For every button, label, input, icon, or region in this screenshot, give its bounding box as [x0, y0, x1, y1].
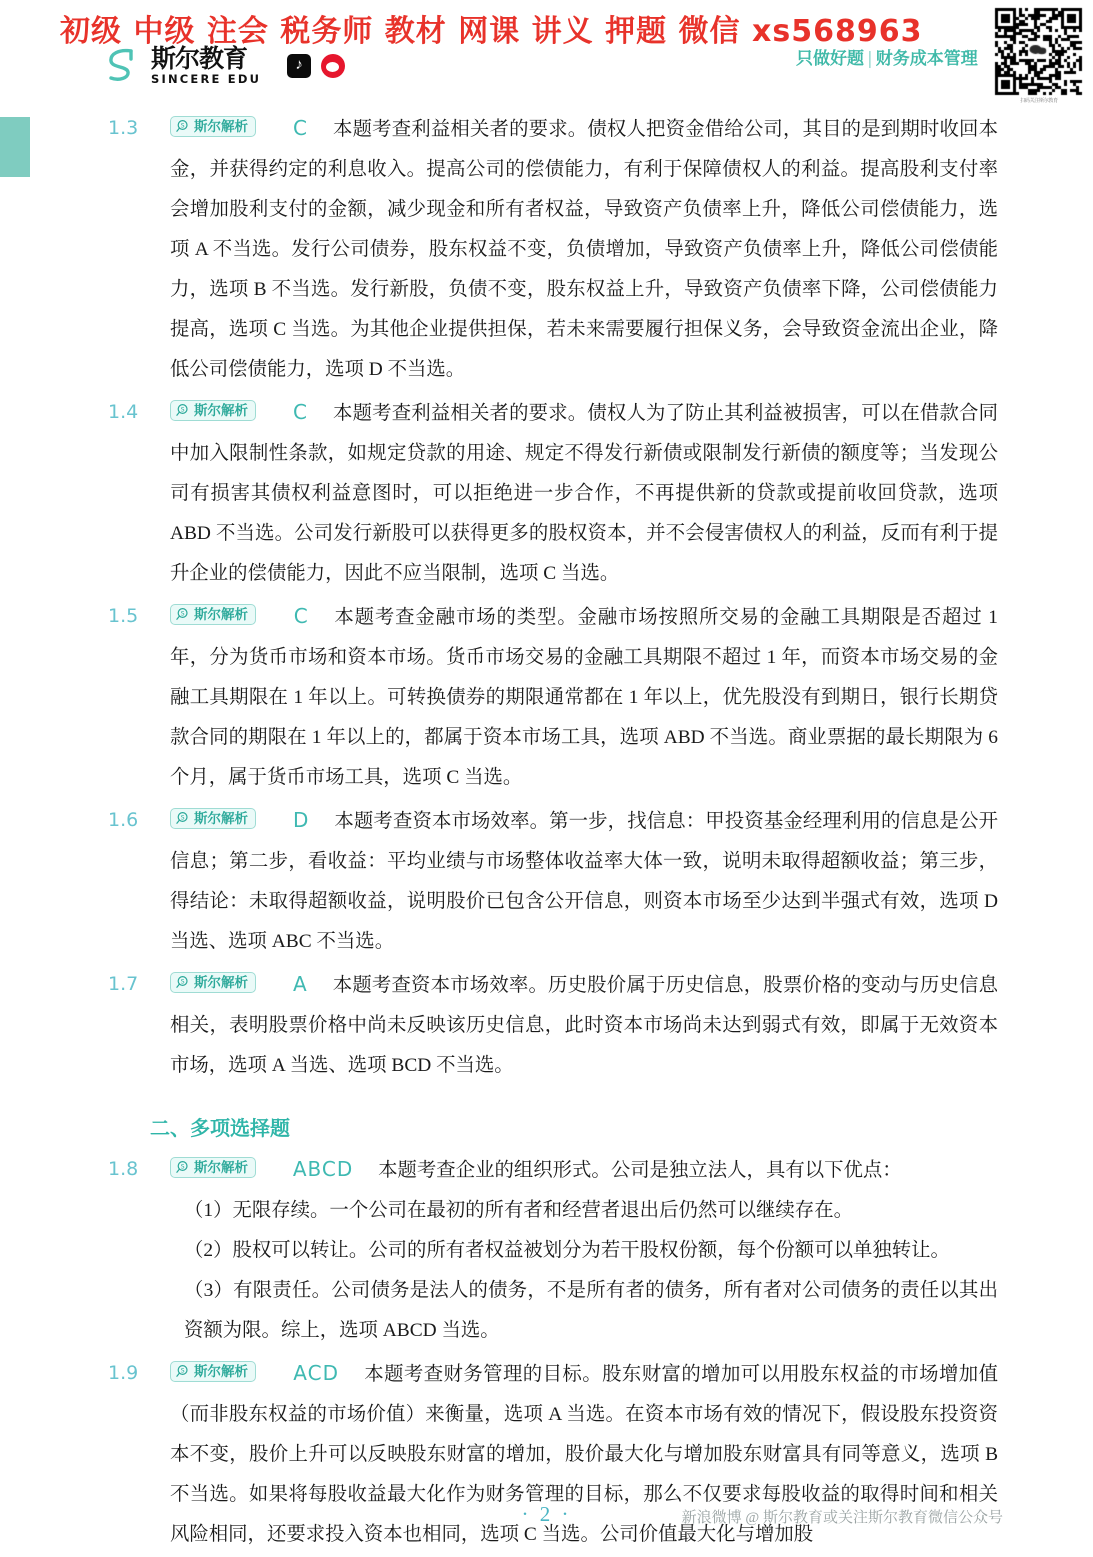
- question-number: 1.8: [108, 1158, 139, 1180]
- explanation-text: 本题考查资本市场效率。第一步，找信息：甲投资基金经理利用的信息是公开信息；第二步，看收益：平均业绩与市场整体收益率大体一致，说明未取得超额收益；第三步，得结论：未取得超额收益，说明股价已包含公开信息，则资本市场至少达到半强式有效，选项 D 当选、选项 ABC 不当选。: [170, 811, 998, 952]
- subtitle-separator: |: [867, 49, 873, 69]
- answer-letters: C: [293, 604, 309, 628]
- question-body: [170, 1149, 1093, 1351]
- advertisement-banner: 初级 中级 注会 税务师 教材 网课 讲义 押题 微信 xs568963: [60, 14, 923, 49]
- answer-letters: D: [292, 808, 310, 832]
- svg-text:S: S: [180, 1367, 185, 1375]
- analysis-badge-label: 斯尔解析: [194, 606, 248, 623]
- analysis-badge: [170, 808, 256, 829]
- brand-logo: [105, 46, 345, 86]
- analysis-badge: [170, 1157, 256, 1178]
- question-number: 1.5: [108, 605, 139, 627]
- list-item: （1）无限存续。一个公司在最初的所有者和经营者退出后仍然可以继续存在。: [184, 1200, 853, 1221]
- explanation-text: 本题考查资本市场效率。历史股价属于历史信息，股票价格的变动与历史信息相关，表明股票价格中尚未反映该历史信息，此时资本市场尚未达到弱式有效，即属于无效资本市场，选项 A 当选、选项 BCD 不当选。: [170, 975, 998, 1076]
- svg-text:S: S: [180, 406, 185, 414]
- question-body: [170, 392, 1093, 594]
- question-item: [0, 596, 1093, 798]
- analysis-badge-label: 斯尔解析: [194, 1363, 248, 1380]
- explanation-text: 本题考查金融市场的类型。金融市场按照所交易的金融工具期限是否超过 1 年，分为货币市场和资本市场。货币市场交易的金融工具期限不超过 1 年，而资本市场交易的金融工具期限在 1 年以上。可转换债券的期限通常都在 1 年以上，优先股没有到期日，银行长期贷款合同的期限在 1 年以上的，都属于资本市场工具，选项 ABD 不当选。商业票据的最长期限为 6 个月，属于货币市场工具，选项 C 当选。: [170, 607, 998, 788]
- answer-letters: ABCD: [292, 1157, 354, 1181]
- explanation-text: 本题考查企业的组织形式。公司是独立法人，具有以下优点：: [378, 1160, 902, 1181]
- analysis-badge: [170, 604, 256, 625]
- answer-letters: ACD: [293, 1361, 339, 1385]
- question-body: [170, 596, 1093, 798]
- svg-text:S: S: [180, 978, 185, 986]
- book-subtitle: [796, 44, 978, 69]
- question-number: 1.7: [108, 973, 139, 995]
- explanation-paragraph: [170, 108, 998, 390]
- page-number: · 2 ·: [521, 1502, 572, 1526]
- analysis-badge: [170, 972, 256, 993]
- tiktok-icon[interactable]: [287, 54, 311, 78]
- list-item: （3）有限责任。公司债务是法人的债务，不是所有者的债务，所有者对公司债务的责任以其出资额为限。综上，选项 ABCD 当选。: [184, 1280, 998, 1341]
- question-item: [0, 964, 1093, 1086]
- question-number: 1.6: [108, 809, 139, 831]
- subtitle-course: 财务成本管理: [875, 49, 978, 69]
- section-heading: 二、多项选择题: [150, 1116, 290, 1140]
- analysis-badge: [170, 400, 256, 421]
- analysis-badge-label: 斯尔解析: [194, 1159, 248, 1176]
- analysis-badge-label: 斯尔解析: [194, 402, 248, 419]
- page-content: [0, 108, 1093, 1557]
- question-number: 1.3: [108, 117, 139, 139]
- svg-text:S: S: [180, 122, 185, 130]
- sincere-edu-logo-icon: [105, 46, 139, 86]
- qr-caption: 扫码关注斯尔教育: [1020, 98, 1058, 104]
- svg-text:S: S: [180, 1163, 185, 1171]
- question-item: [0, 108, 1093, 390]
- question-item: [0, 800, 1093, 962]
- explanation-paragraph: [170, 392, 998, 594]
- logo-chinese-name: 斯尔教育: [151, 44, 248, 74]
- logo-text: [151, 46, 261, 86]
- question-item: [0, 392, 1093, 594]
- magnifier-icon: [176, 1160, 191, 1175]
- svg-text:S: S: [180, 610, 185, 618]
- list-item: （2）股权可以转让。公司的所有者权益被划分为若干股权份额，每个份额可以单独转让。: [184, 1240, 950, 1261]
- social-icons: [287, 54, 345, 78]
- analysis-badge-label: 斯尔解析: [194, 810, 248, 827]
- explanation-paragraph: [170, 1149, 998, 1191]
- question-body: [170, 964, 1093, 1086]
- footer-note: 新浪微博 @ 斯尔教育或关注斯尔教育微信公众号: [681, 1510, 1003, 1526]
- question-number: 1.4: [108, 401, 139, 423]
- magnifier-icon: [176, 119, 191, 134]
- explanation-text: 本题考查利益相关者的要求。债权人为了防止其利益被损害，可以在借款合同中加入限制性条款，如规定贷款的用途、规定不得发行新债或限制发行新债的额度等；当发现公司有损害其债权利益意图时，可以拒绝进一步合作，不再提供新的贷款或提前收回贷款，选项 ABD 不当选。公司发行新股可以获得更多的股权资本，并不会侵害债权人的利益，反而有利于提升企业的偿债能力，因此不应当限制，选项 C 当选。: [170, 403, 998, 584]
- explanation-paragraph: [170, 596, 998, 798]
- question-number: 1.9: [108, 1362, 139, 1384]
- magnifier-icon: [176, 607, 191, 622]
- answer-letters: C: [293, 400, 308, 424]
- logo-english-name: SINCERE EDU: [151, 72, 262, 87]
- explanation-paragraph: [170, 800, 998, 962]
- explanation-text: 本题考查利益相关者的要求。债权人把资金借给公司，其目的是到期时收回本金，并获得约定的利息收入。提高公司的偿债能力，有利于保障债权人的利益。提高股利支付率会增加股利支付的金额，减少现金和所有者权益，导致资产负债率上升，降低公司偿债能力，选项 A 不当选。发行公司债券，股东权益不变，负债增加，导致资产负债率上升，降低公司偿债能力，选项 B 不当选。发行新股，负债不变，股东权益上升，导致资产负债率下降，公司偿债能力提高，选项 C 当选。为其他企业提供担保，若未来需要履行担保义务，会导致资金流出企业，降低公司偿债能力，选项 D 不当选。: [170, 119, 998, 380]
- answer-letters: A: [293, 972, 308, 996]
- answer-letters: C: [293, 116, 308, 140]
- svg-text:S: S: [180, 814, 185, 822]
- question-body: [170, 800, 1093, 962]
- qr-code[interactable]: [991, 4, 1087, 104]
- subtitle-slogan: 只做好题: [796, 49, 864, 69]
- magnifier-icon: [176, 1364, 191, 1379]
- explanation-text: 本题考查财务管理的目标。股东财富的增加可以用股东权益的市场增加值（而非股东权益的市场价值）来衡量，选项 A 当选。在资本市场有效的情况下，假设股东投资资本不变，股价上升可以反映股东财富的增加，股价最大化与增加股东财富具有同等意义，选项 B 不当选。如果将每股收益最大化作为财务管理的目标，那么不仅要求每股收益的取得时间和相关风险相同，还要求投入资本也相同，选项 C 当选。公司价值最大化与增加股: [170, 1364, 998, 1545]
- question-item: [0, 1149, 1093, 1351]
- page-header: [0, 0, 1093, 108]
- analysis-badge-label: 斯尔解析: [194, 118, 248, 135]
- explanation-paragraph: [170, 964, 998, 1086]
- analysis-badge-label: 斯尔解析: [194, 974, 248, 991]
- question-body: [170, 108, 1093, 390]
- analysis-badge: [170, 1361, 256, 1382]
- weibo-icon[interactable]: [321, 54, 345, 78]
- magnifier-icon: [176, 403, 191, 418]
- magnifier-icon: [176, 811, 191, 826]
- analysis-badge: [170, 116, 256, 137]
- magnifier-icon: [176, 975, 191, 990]
